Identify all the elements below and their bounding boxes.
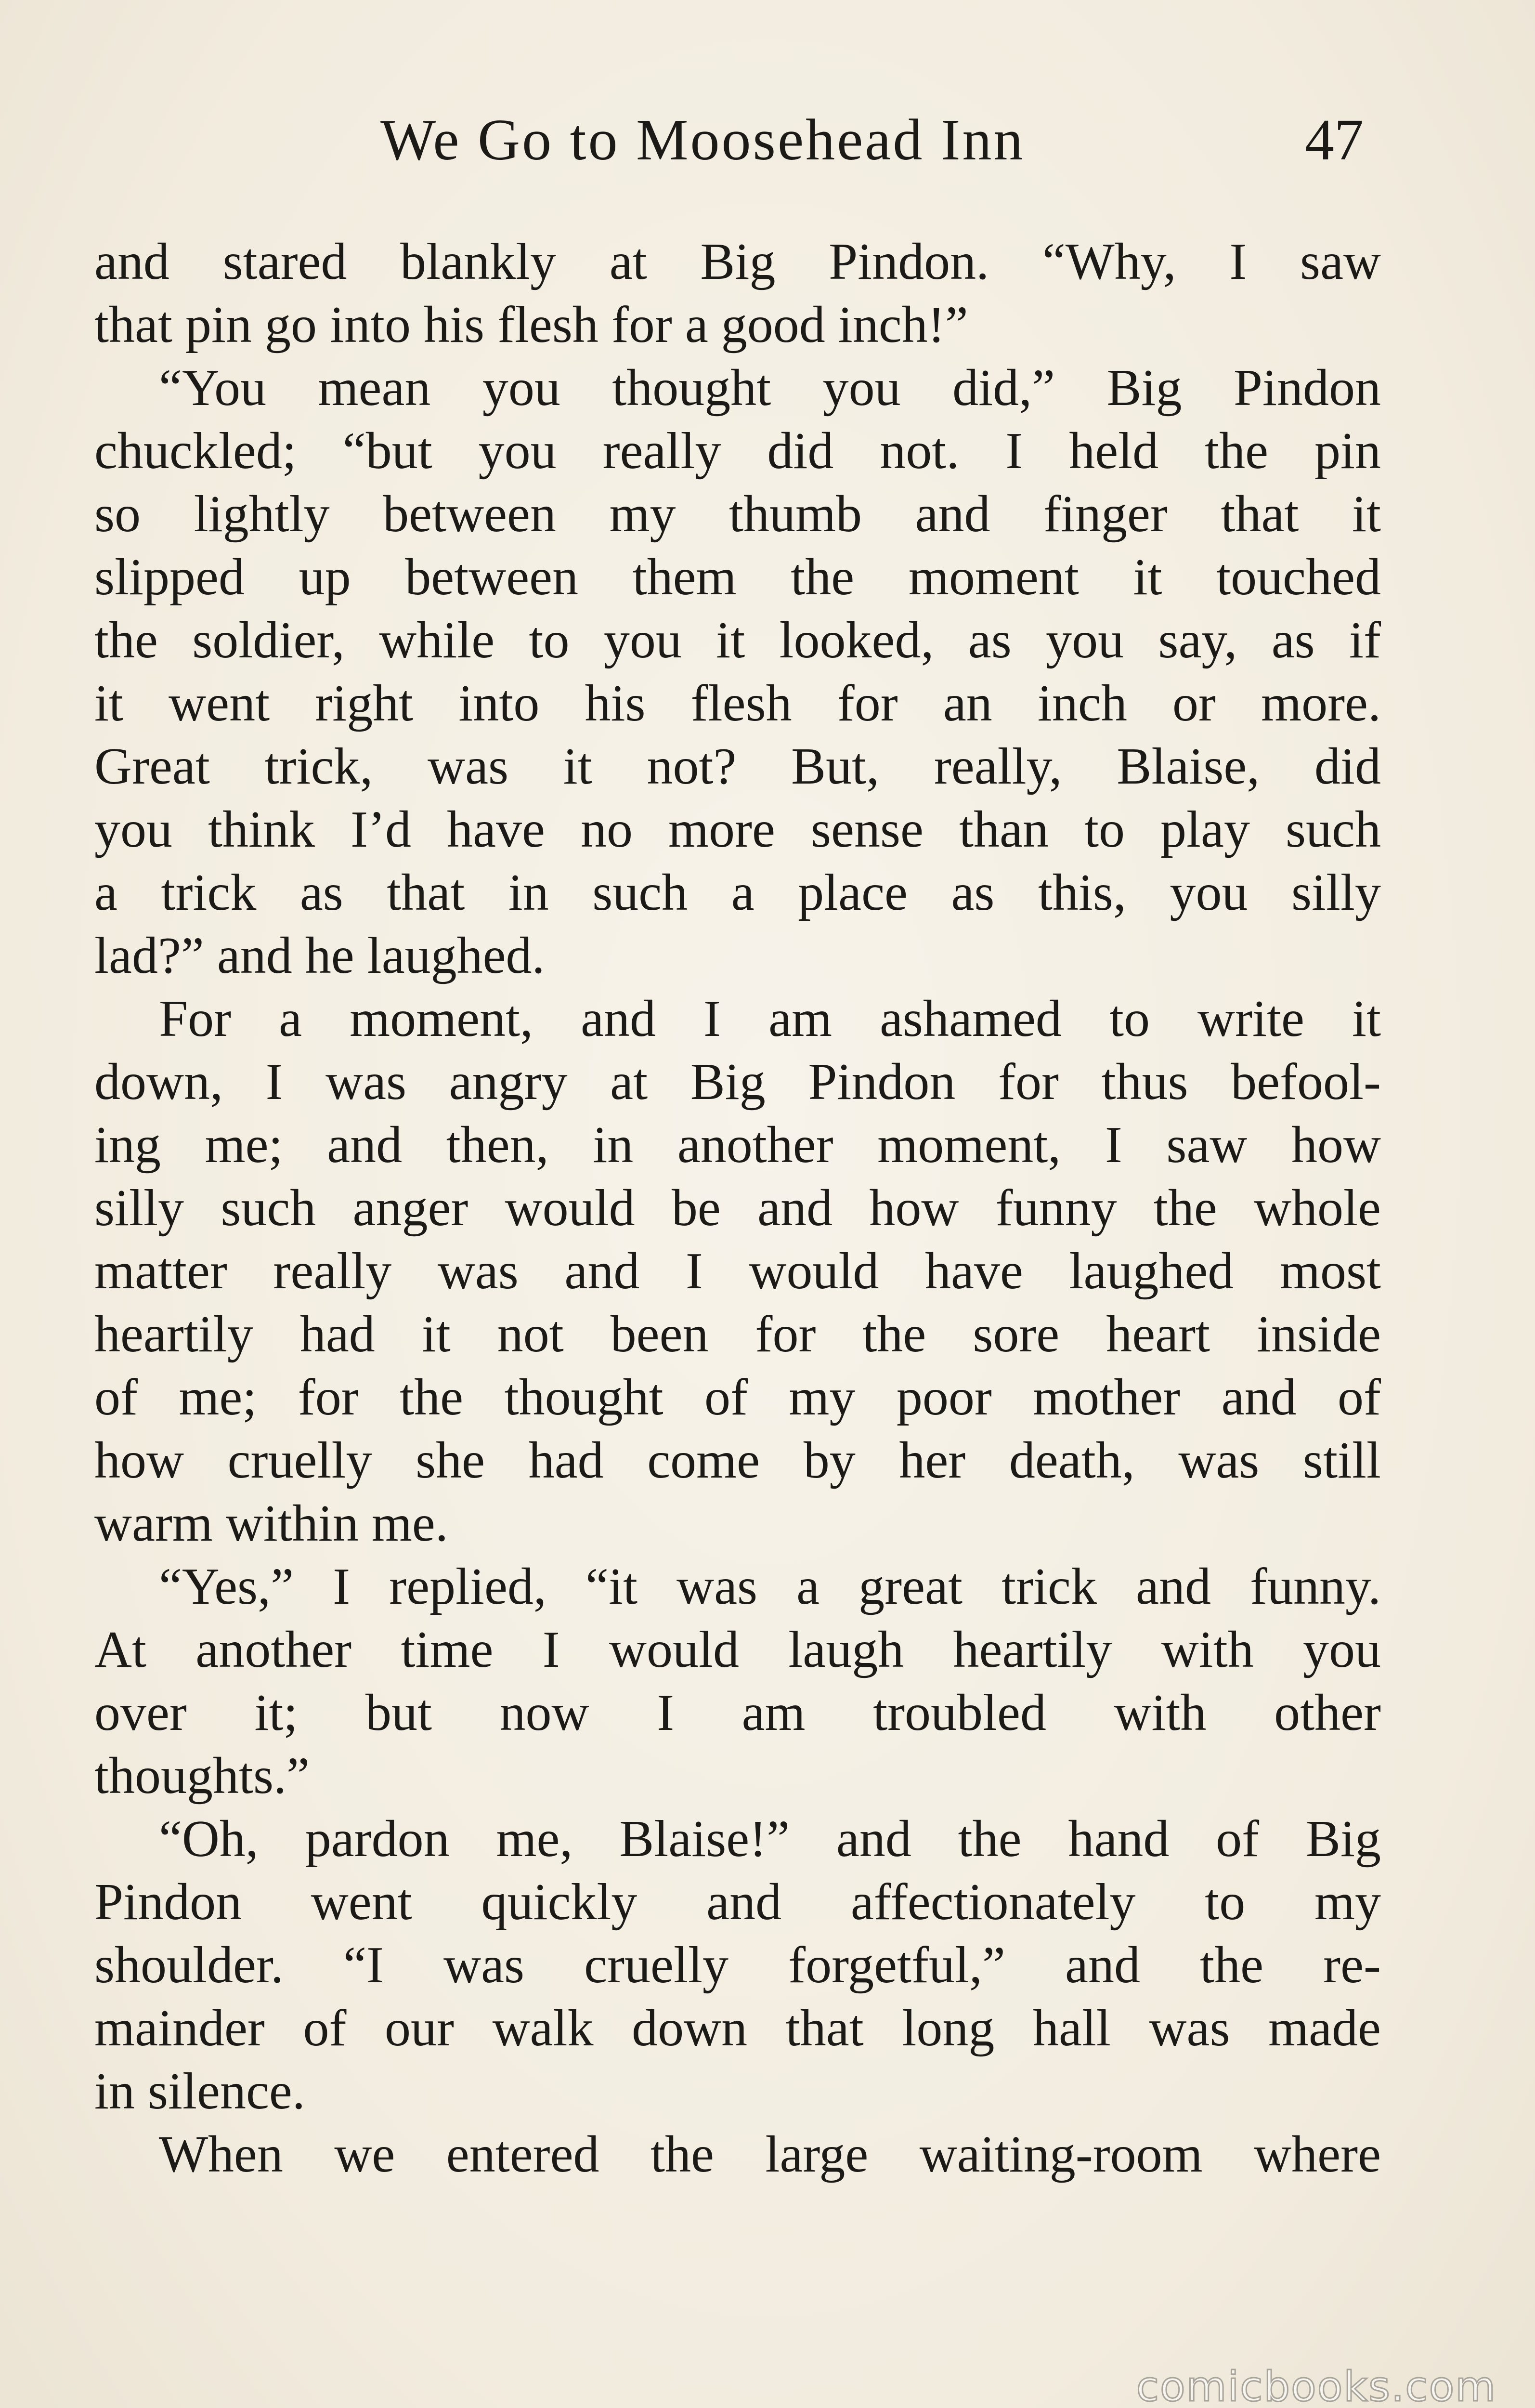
text-line: the soldier, while to you it looked, as you say, as if [94, 612, 1381, 669]
text-line: “Oh, pardon me, Blaise!” and the hand of Big [159, 1810, 1381, 1868]
text-line: heartily had it not been for the sore heart inside [94, 1306, 1381, 1363]
watermark-logo: comicbooks.com [1136, 2363, 1496, 2408]
text-line: When we entered the large waiting-room where [159, 2126, 1381, 2183]
text-line: silly such anger would be and how funny the whole [94, 1179, 1381, 1237]
text-line: of me; for the thought of my poor mother and of [94, 1369, 1381, 1426]
text-line: mainder of our walk down that long hall was made [94, 2000, 1381, 2057]
text-line: down, I was angry at Big Pindon for thus befool- [94, 1053, 1381, 1111]
text-line: Great trick, was it not? But, really, Blaise, did [94, 738, 1381, 795]
text-line: you think I’d have no more sense than to play such [94, 801, 1381, 858]
text-line: chuckled; “but you really did not. I held the pin [94, 422, 1381, 480]
text-line: Pindon went quickly and affectionately to my [94, 1873, 1381, 1931]
text-line: that pin go into his flesh for a good inch!” [94, 296, 968, 353]
text-line: warm within me. [94, 1495, 448, 1552]
text-line: it went right into his flesh for an inch or more. [94, 675, 1381, 732]
running-head-title: We Go to Moosehead Inn [380, 107, 1025, 172]
text-line: and stared blankly at Big Pindon. “Why, I saw [94, 233, 1381, 290]
text-line: a trick as that in such a place as this, you silly [94, 864, 1381, 921]
text-line: thoughts.” [94, 1747, 310, 1805]
text-line: For a moment, and I am ashamed to write it [159, 990, 1381, 1047]
text-line: how cruelly she had come by her death, was still [94, 1432, 1381, 1489]
text-line: “You mean you thought you did,” Big Pindon [159, 359, 1381, 417]
text-line: lad?” and he laughed. [94, 927, 545, 984]
text-line: “Yes,” I replied, “it was a great trick and funny. [159, 1558, 1381, 1615]
text-line: matter really was and I would have laughed most [94, 1243, 1381, 1300]
page-number: 47 [1305, 107, 1364, 172]
text-line: over it; but now I am troubled with other [94, 1684, 1381, 1741]
body-text [94, 230, 1381, 2186]
text-line: in silence. [94, 2063, 305, 2120]
text-line: At another time I would laugh heartily with you [94, 1621, 1381, 1678]
text-line: ing me; and then, in another moment, I saw how [94, 1116, 1381, 1174]
text-line: shoulder. “I was cruelly forgetful,” and the re- [94, 1937, 1381, 1994]
text-line: slipped up between them the moment it touched [94, 549, 1381, 606]
text-line: so lightly between my thumb and finger that it [94, 485, 1381, 543]
